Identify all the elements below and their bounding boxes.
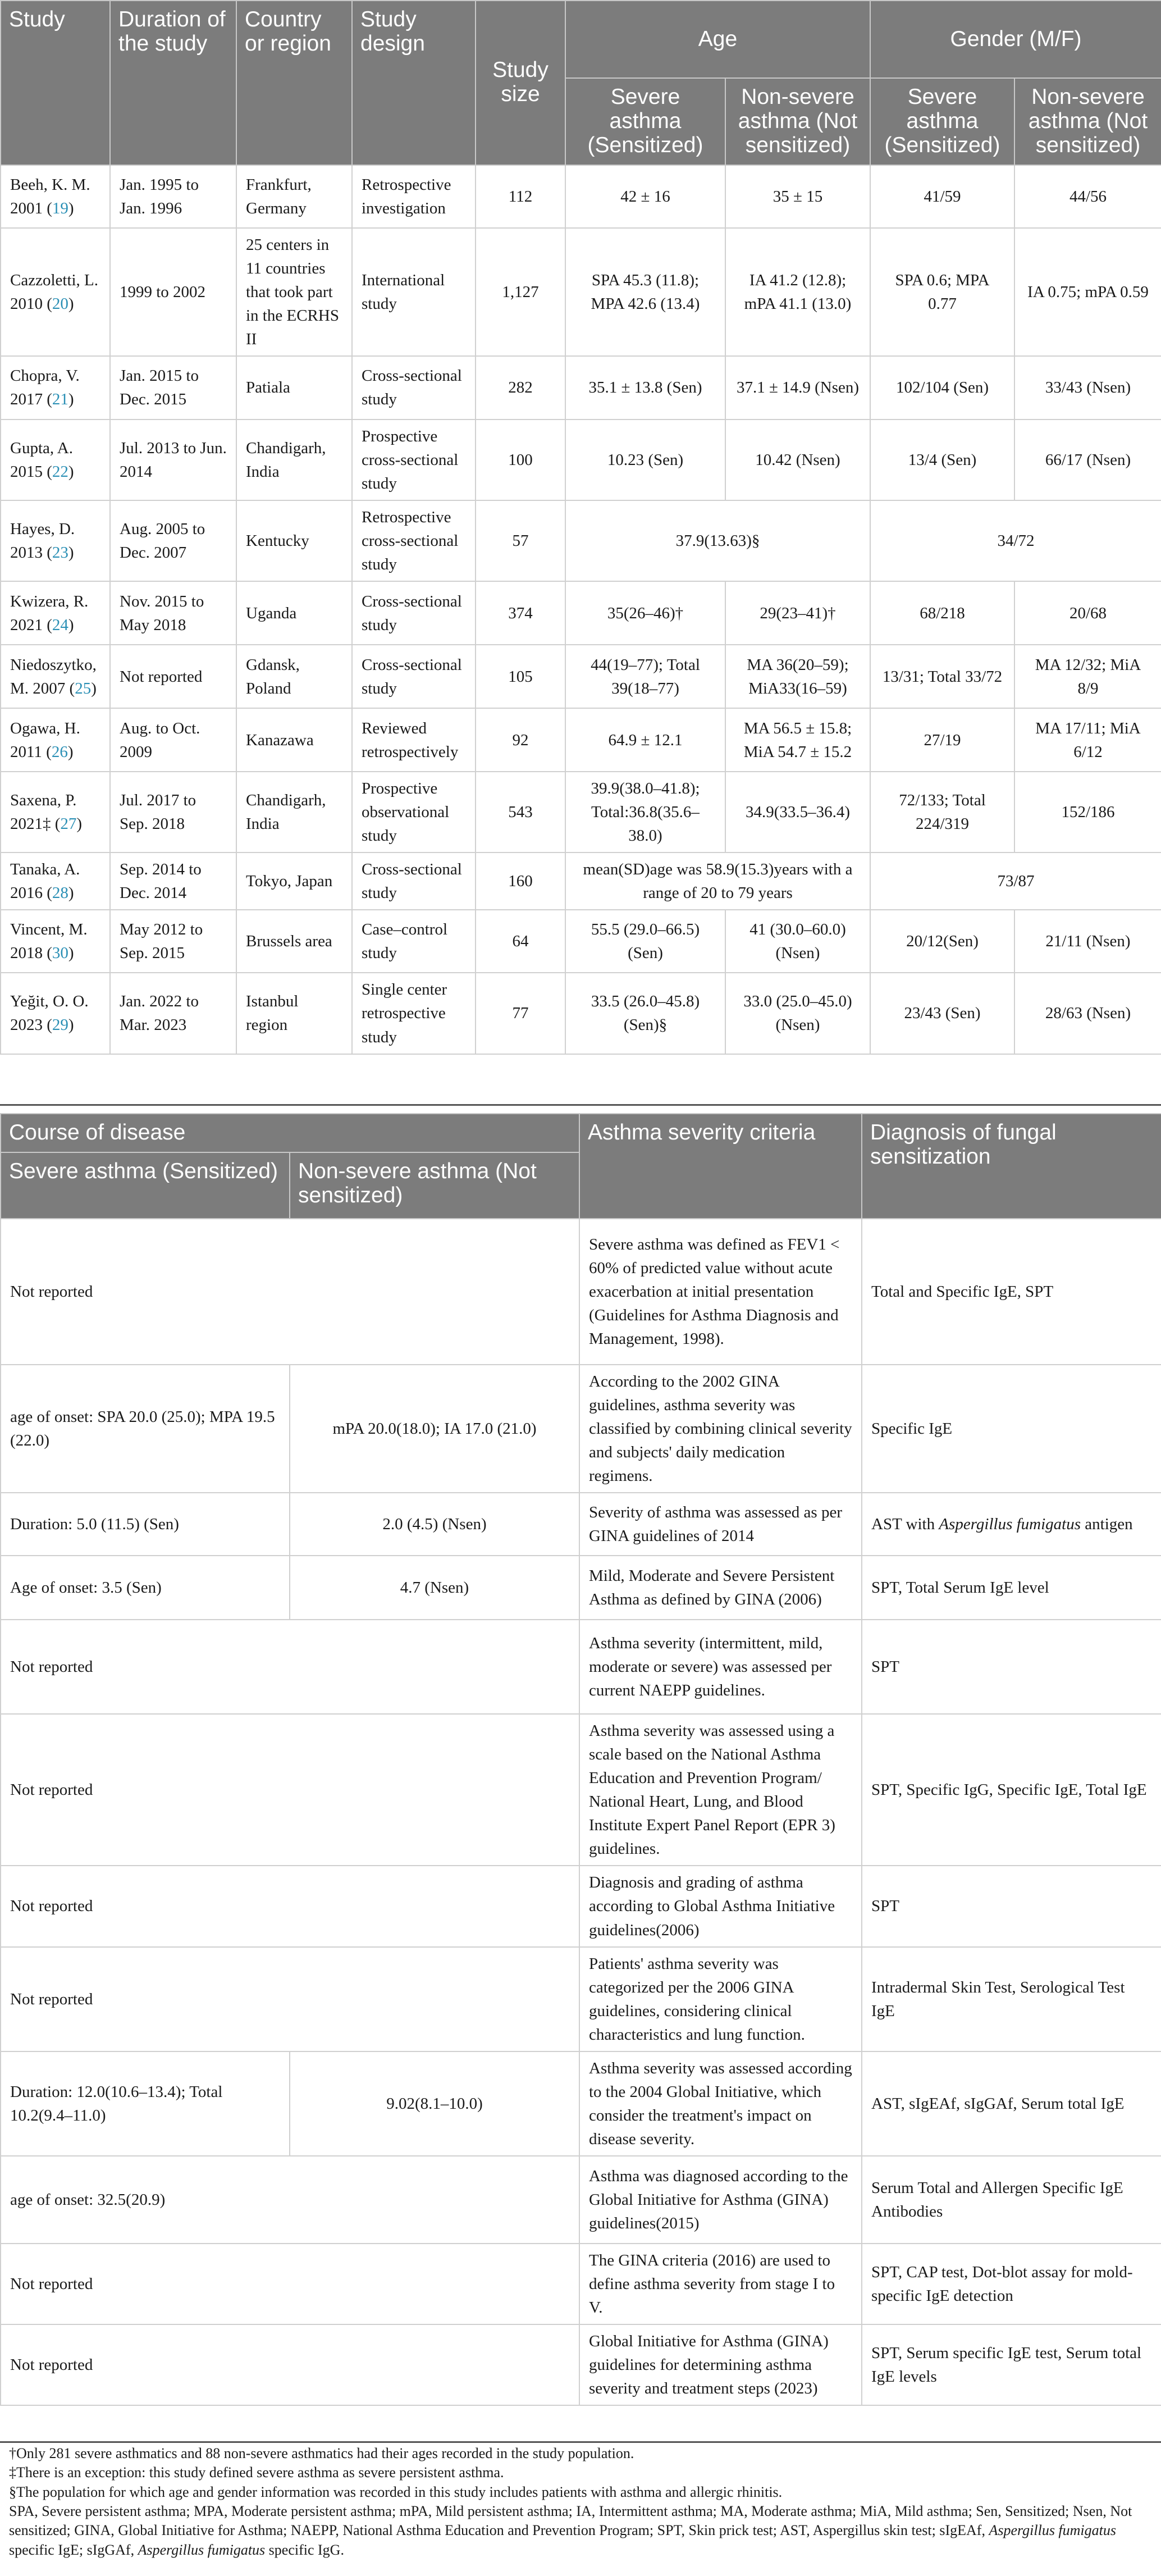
header-size: Study size (476, 1, 565, 165)
study-cell: Kwizera, R. 2021 (24) (1, 581, 110, 645)
section-divider (0, 1104, 1161, 1106)
reference-link: 22 (52, 462, 68, 481)
gender-nonsevere-cell: IA 0.75; mPA 0.59 (1014, 228, 1161, 356)
criteria-cell: Asthma severity (intermittent, mild, moderate or severe) was assessed per current NAEPP guidelines. (579, 1620, 862, 1714)
design-cell: Retrospective investigation (352, 165, 476, 228)
duration-cell: Sep. 2014 to Dec. 2014 (110, 852, 236, 910)
gender-severe-cell: 13/31; Total 33/72 (870, 645, 1014, 708)
study-name: Saxena, P. 2021‡ ( (10, 791, 77, 833)
diagnosis-cell: SPT, CAP test, Dot-blot assay for mold-specific IgE detection (862, 2244, 1161, 2324)
diagnosis-cell: Intradermal Skin Test, Serological Test IgE (862, 1947, 1161, 2051)
size-cell: 282 (476, 356, 565, 420)
size-cell: 374 (476, 581, 565, 645)
diagnosis-text: AST with (871, 1515, 939, 1534)
course-nonsevere-cell: 2.0 (4.5) (Nsen) (290, 1493, 579, 1556)
study-name: Chopra, V. 2017 ( (10, 367, 80, 409)
table-row (1, 1493, 1161, 1556)
course-cell: Not reported (1, 1620, 579, 1714)
size-cell: 112 (476, 165, 565, 228)
table-row (1, 228, 1161, 356)
duration-cell: Aug. 2005 to Dec. 2007 (110, 500, 236, 581)
gender-severe-cell: 102/104 (Sen) (870, 356, 1014, 420)
gender-cell: 34/72 (870, 500, 1161, 581)
header-diagnosis: Diagnosis of fungal sensitization (862, 1114, 1161, 1219)
study-name: Ogawa, H. 2011 ( (10, 719, 80, 761)
gender-severe-cell: 23/43 (Sen) (870, 973, 1014, 1054)
age-severe-cell: 64.9 ± 12.1 (565, 708, 725, 772)
criteria-cell: Mild, Moderate and Severe Persistent Asthma as defined by GINA (2006) (579, 1556, 862, 1620)
age-cell: mean(SD)age was 58.9(15.3)years with a range of 20 to 79 years (565, 852, 870, 910)
course-nonsevere-cell: 9.02(8.1–10.0) (290, 2051, 579, 2156)
table-row (1, 645, 1161, 708)
country-cell: Chandigarh, India (236, 420, 352, 500)
gender-nonsevere-cell: MA 12/32; MiA 8/9 (1014, 645, 1161, 708)
table-row (1, 356, 1161, 420)
table-row (1, 910, 1161, 973)
course-nonsevere-cell: 4.7 (Nsen) (290, 1556, 579, 1620)
header-age-severe: Severe asthma (Sensitized) (565, 78, 725, 165)
design-cell: Prospective observational study (352, 772, 476, 852)
study-characteristics-table (0, 0, 1161, 1055)
duration-cell: Jan. 2015 to Dec. 2015 (110, 356, 236, 420)
gender-nonsevere-cell: 21/11 (Nsen) (1014, 910, 1161, 973)
table-row (1, 852, 1161, 910)
size-cell: 105 (476, 645, 565, 708)
header-age-nonsevere: Non-severe asthma (Not sensitized) (725, 78, 870, 165)
footnote-dagger: †Only 281 severe asthmatics and 88 non-severe asthmatics had their ages recorded in the study population. (9, 2445, 634, 2461)
study-name: Cazzoletti, L. 2010 ( (10, 271, 99, 313)
country-cell: Brussels area (236, 910, 352, 973)
duration-cell: Nov. 2015 to May 2018 (110, 581, 236, 645)
header-duration: Duration of the study (110, 1, 236, 165)
duration-cell: Jul. 2017 to Sep. 2018 (110, 772, 236, 852)
size-cell: 160 (476, 852, 565, 910)
gender-cell: 73/87 (870, 852, 1161, 910)
study-name: Vincent, M. 2018 ( (10, 920, 88, 963)
design-cell: Cross-sectional study (352, 581, 476, 645)
table-row (1, 1620, 1161, 1714)
table-row (1, 165, 1161, 228)
diagnosis-cell: Serum Total and Allergen Specific IgE Antibodies (862, 2156, 1161, 2244)
disease-course-table (0, 1113, 1161, 2406)
country-cell: Kentucky (236, 500, 352, 581)
header-course-nonsevere: Non-severe asthma (Not sensitized) (290, 1152, 579, 1219)
header-design: Study design (352, 1, 476, 165)
diagnosis-cell: Total and Specific IgE, SPT (862, 1219, 1161, 1365)
design-cell: Cross-sectional study (352, 645, 476, 708)
course-severe-cell: age of onset: SPA 20.0 (25.0); MPA 19.5 (22.0) (1, 1365, 290, 1493)
size-cell: 543 (476, 772, 565, 852)
study-name: Niedoszytko, M. 2007 ( (10, 655, 97, 697)
country-cell: Gdansk, Poland (236, 645, 352, 708)
study-cell: Niedoszytko, M. 2007 (25) (1, 645, 110, 708)
course-nonsevere-cell: mPA 20.0(18.0); IA 17.0 (21.0) (290, 1365, 579, 1493)
duration-cell: Jan. 2022 to Mar. 2023 (110, 973, 236, 1054)
study-cell: Saxena, P. 2021‡ (27) (1, 772, 110, 852)
header-course: Course of disease (1, 1114, 579, 1152)
study-cell: Cazzoletti, L. 2010 (20) (1, 228, 110, 356)
reference-link: 23 (52, 544, 68, 562)
age-severe-cell: SPA 45.3 (11.8); MPA 42.6 (13.4) (565, 228, 725, 356)
diagnosis-text: antigen (1081, 1515, 1133, 1534)
age-severe-cell: 10.23 (Sen) (565, 420, 725, 500)
country-cell: Uganda (236, 581, 352, 645)
header-gender: Gender (M/F) (870, 1, 1161, 78)
table-row (1, 1219, 1161, 1365)
table-row (1, 500, 1161, 581)
study-cell: Gupta, A. 2015 (22) (1, 420, 110, 500)
reference-link: 19 (52, 199, 68, 217)
size-cell: 77 (476, 973, 565, 1054)
country-cell: Chandigarh, India (236, 772, 352, 852)
header-study: Study (1, 1, 110, 165)
study-cell: Tanaka, A. 2016 (28) (1, 852, 110, 910)
table-row (1, 2156, 1161, 2244)
design-cell: Reviewed retrospectively (352, 708, 476, 772)
reference-link: 20 (52, 294, 68, 313)
table-row (1, 2051, 1161, 2156)
study-cell: Beeh, K. M. 2001 (19) (1, 165, 110, 228)
age-severe-cell: 33.5 (26.0–45.8) (Sen)§ (565, 973, 725, 1054)
gender-severe-cell: SPA 0.6; MPA 0.77 (870, 228, 1014, 356)
design-cell: Prospective cross-sectional study (352, 420, 476, 500)
diagnosis-cell: SPT, Total Serum IgE level (862, 1556, 1161, 1620)
footnotes (9, 2444, 1152, 2560)
table-row (1, 772, 1161, 852)
criteria-cell: Severity of asthma was assessed as per GINA guidelines of 2014 (579, 1493, 862, 1556)
age-severe-cell: 35(26–46)† (565, 581, 725, 645)
footnote-divider (0, 2441, 1161, 2443)
gender-severe-cell: 20/12(Sen) (870, 910, 1014, 973)
header-gender-nonsevere: Non-severe asthma (Not sensitized) (1014, 78, 1161, 165)
country-cell: Kanazawa (236, 708, 352, 772)
reference-link: 21 (52, 390, 68, 409)
age-severe-cell: 42 ± 16 (565, 165, 725, 228)
course-cell: Not reported (1, 2244, 579, 2324)
diagnosis-species: Aspergillus fumigatus (939, 1515, 1081, 1534)
study-cell: Ogawa, H. 2011 (26) (1, 708, 110, 772)
gender-severe-cell: 13/4 (Sen) (870, 420, 1014, 500)
age-nonsevere-cell: 10.42 (Nsen) (725, 420, 870, 500)
duration-cell: Not reported (110, 645, 236, 708)
table-row (1, 973, 1161, 1054)
size-cell: 57 (476, 500, 565, 581)
diagnosis-cell (862, 1493, 1161, 1556)
diagnosis-cell: SPT, Specific IgG, Specific IgE, Total IgE (862, 1714, 1161, 1866)
table-row (1, 1556, 1161, 1620)
duration-cell: Aug. to Oct. 2009 (110, 708, 236, 772)
course-severe-cell: Duration: 5.0 (11.5) (Sen) (1, 1493, 290, 1556)
age-nonsevere-cell: IA 41.2 (12.8); mPA 41.1 (13.0) (725, 228, 870, 356)
gender-nonsevere-cell: MA 17/11; MiA 6/12 (1014, 708, 1161, 772)
age-nonsevere-cell: 33.0 (25.0–45.0) (Nsen) (725, 973, 870, 1054)
header-country: Country or region (236, 1, 352, 165)
age-nonsevere-cell: MA 36(20–59); MiA33(16–59) (725, 645, 870, 708)
diagnosis-cell: SPT (862, 1620, 1161, 1714)
study-name: Beeh, K. M. 2001 ( (10, 175, 90, 217)
course-severe-cell: Duration: 12.0(10.6–13.4); Total 10.2(9.4–11.0) (1, 2051, 290, 2156)
header-gender-severe: Severe asthma (Sensitized) (870, 78, 1014, 165)
duration-cell: 1999 to 2002 (110, 228, 236, 356)
diagnosis-cell: SPT, Serum specific IgE test, Serum total IgE levels (862, 2324, 1161, 2405)
design-cell: Cross-sectional study (352, 852, 476, 910)
gender-nonsevere-cell: 152/186 (1014, 772, 1161, 852)
header-criteria: Asthma severity criteria (579, 1114, 862, 1219)
study-name: Yeğit, O. O. 2023 ( (10, 992, 89, 1034)
diagnosis-cell: SPT (862, 1866, 1161, 1946)
course-cell: Not reported (1, 1866, 579, 1946)
gender-severe-cell: 41/59 (870, 165, 1014, 228)
table-row (1, 1866, 1161, 1946)
age-nonsevere-cell: 35 ± 15 (725, 165, 870, 228)
design-cell: Retrospective cross-sectional study (352, 500, 476, 581)
design-cell: International study (352, 228, 476, 356)
country-cell: Istanbul region (236, 973, 352, 1054)
size-cell: 64 (476, 910, 565, 973)
course-cell: Not reported (1, 1714, 579, 1866)
country-cell: Tokyo, Japan (236, 852, 352, 910)
course-cell: Not reported (1, 1219, 579, 1365)
design-cell: Case–control study (352, 910, 476, 973)
age-severe-cell: 44(19–77); Total 39(18–77) (565, 645, 725, 708)
diagnosis-cell: Specific IgE (862, 1365, 1161, 1493)
criteria-cell: The GINA criteria (2016) are used to define asthma severity from stage I to V. (579, 2244, 862, 2324)
age-cell: 37.9(13.63)§ (565, 500, 870, 581)
reference-link: 28 (52, 884, 68, 902)
country-cell: 25 centers in 11 countries that took part in the ECRHS II (236, 228, 352, 356)
criteria-cell: Asthma was diagnosed according to the Global Initiative for Asthma (GINA) guidelines(2015) (579, 2156, 862, 2244)
gender-nonsevere-cell: 20/68 (1014, 581, 1161, 645)
gender-nonsevere-cell: 33/43 (Nsen) (1014, 356, 1161, 420)
table-row (1, 708, 1161, 772)
table-row (1, 581, 1161, 645)
header-course-severe: Severe asthma (Sensitized) (1, 1152, 290, 1219)
footnote-abbreviations: SPA, Severe persistent asthma; MPA, Moderate persistent asthma; mPA, Mild persistent asthma; IA, Intermittent asthma; MA, Moderate asthma; MiA, Mild asthma; Sen, Sensitized; Nsen, Not sensitized; GINA, Global Initiative for Asthma; NAEPP, National Asthma Education and Prevention Program; SPT, Skin prick test; AST, Aspergillus skin test; sIgEAf, Aspergillus fumigatus specific IgE; sIgGAf, Aspergillus fumigatus specific IgG. (9, 2502, 1132, 2558)
study-name: Kwizera, R. 2021 ( (10, 592, 89, 634)
study-cell: Vincent, M. 2018 (30) (1, 910, 110, 973)
course-cell: Not reported (1, 1947, 579, 2051)
reference-link: 25 (75, 679, 92, 697)
country-cell: Frankfurt, Germany (236, 165, 352, 228)
table-row (1, 420, 1161, 500)
criteria-cell: Severe asthma was defined as FEV1 < 60% of predicted value without acute exacerbation at initial presentation (Guidelines for Asthma Diagnosis and Management, 1998). (579, 1219, 862, 1365)
criteria-cell: Diagnosis and grading of asthma according to Global Asthma Initiative guidelines(2006) (579, 1866, 862, 1946)
country-cell: Patiala (236, 356, 352, 420)
gender-severe-cell: 27/19 (870, 708, 1014, 772)
criteria-cell: According to the 2002 GINA guidelines, asthma severity was classified by combining clinical severity and subjects' daily medication regimens. (579, 1365, 862, 1493)
age-severe-cell: 55.5 (29.0–66.5) (Sen) (565, 910, 725, 973)
criteria-cell: Asthma severity was assessed according to the 2004 Global Initiative, which consider the treatment's impact on disease severity. (579, 2051, 862, 2156)
footnote-double-dagger: ‡There is an exception: this study defined severe asthma as severe persistent asthma. (9, 2464, 504, 2481)
reference-link: 27 (60, 815, 77, 833)
criteria-cell: Asthma severity was assessed using a scale based on the National Asthma Education and Prevention Program/ National Heart, Lung, and Blood Institute Expert Panel Report (EPR 3) guidelines. (579, 1714, 862, 1866)
table-row (1, 1947, 1161, 2051)
reference-link: 29 (52, 1016, 68, 1034)
diagnosis-cell: AST, sIgEAf, sIgGAf, Serum total IgE (862, 2051, 1161, 2156)
gender-nonsevere-cell: 44/56 (1014, 165, 1161, 228)
age-nonsevere-cell: 34.9(33.5–36.4) (725, 772, 870, 852)
size-cell: 92 (476, 708, 565, 772)
table-row (1, 1714, 1161, 1866)
age-severe-cell: 39.9(38.0–41.8); Total:36.8(35.6–38.0) (565, 772, 725, 852)
gender-severe-cell: 72/133; Total 224/319 (870, 772, 1014, 852)
reference-link: 30 (52, 944, 68, 963)
duration-cell: May 2012 to Sep. 2015 (110, 910, 236, 973)
design-cell: Single center retrospective study (352, 973, 476, 1054)
age-severe-cell: 35.1 ± 13.8 (Sen) (565, 356, 725, 420)
reference-link: 24 (52, 615, 68, 634)
gender-severe-cell: 68/218 (870, 581, 1014, 645)
course-cell: Not reported (1, 2324, 579, 2405)
reference-link: 26 (51, 742, 68, 761)
gender-nonsevere-cell: 66/17 (Nsen) (1014, 420, 1161, 500)
study-name: Gupta, A. 2015 ( (10, 439, 73, 481)
study-name: Tanaka, A. 2016 ( (10, 860, 80, 902)
study-cell: Hayes, D. 2013 (23) (1, 500, 110, 581)
duration-cell: Jan. 1995 to Jan. 1996 (110, 165, 236, 228)
footnote-section: §The population for which age and gender information was recorded in this study includes patients with asthma and allergic rhinitis. (9, 2483, 783, 2500)
table-row (1, 2324, 1161, 2405)
criteria-cell: Global Initiative for Asthma (GINA) guidelines for determining asthma severity and treatment steps (2023) (579, 2324, 862, 2405)
age-nonsevere-cell: 41 (30.0–60.0) (Nsen) (725, 910, 870, 973)
criteria-cell: Patients' asthma severity was categorized per the 2006 GINA guidelines, considering clinical characteristics and lung function. (579, 1947, 862, 2051)
course-severe-cell: Age of onset: 3.5 (Sen) (1, 1556, 290, 1620)
size-cell: 100 (476, 420, 565, 500)
design-cell: Cross-sectional study (352, 356, 476, 420)
age-nonsevere-cell: 29(23–41)† (725, 581, 870, 645)
study-name: Hayes, D. 2013 ( (10, 520, 75, 562)
course-cell: age of onset: 32.5(20.9) (1, 2156, 579, 2244)
study-cell: Chopra, V. 2017 (21) (1, 356, 110, 420)
study-cell: Yeğit, O. O. 2023 (29) (1, 973, 110, 1054)
size-cell: 1,127 (476, 228, 565, 356)
age-nonsevere-cell: MA 56.5 ± 15.8; MiA 54.7 ± 15.2 (725, 708, 870, 772)
gender-nonsevere-cell: 28/63 (Nsen) (1014, 973, 1161, 1054)
table-row (1, 1365, 1161, 1493)
duration-cell: Jul. 2013 to Jun. 2014 (110, 420, 236, 500)
table-row (1, 2244, 1161, 2324)
header-age: Age (565, 1, 870, 78)
age-nonsevere-cell: 37.1 ± 14.9 (Nsen) (725, 356, 870, 420)
